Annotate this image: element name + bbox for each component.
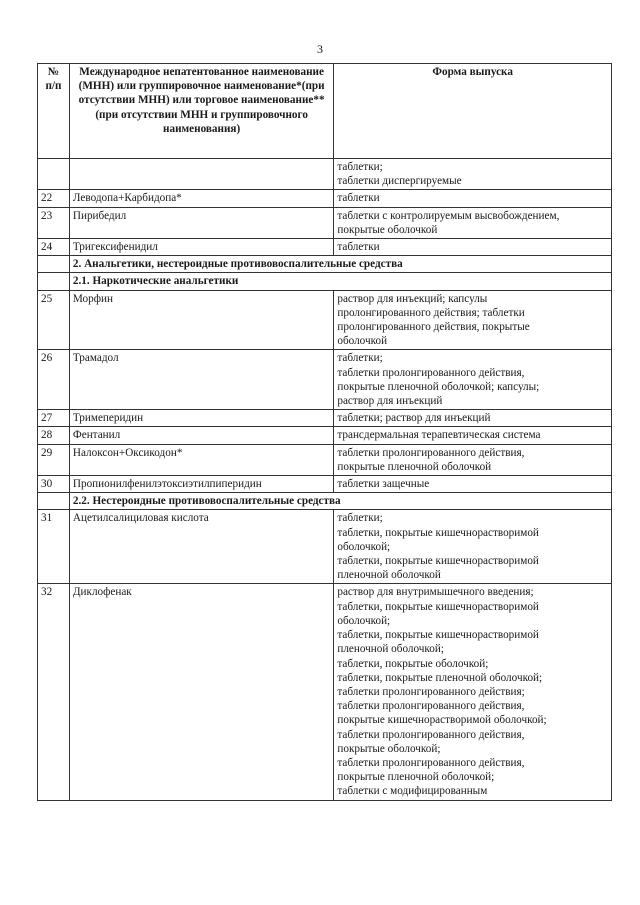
- page-number: 3: [317, 42, 323, 56]
- row-num: 29: [38, 444, 70, 475]
- row-num: 27: [38, 410, 70, 427]
- form-line: таблетки с модифицированным: [337, 785, 488, 798]
- form-line: таблетки диспергируемые: [337, 175, 462, 188]
- row-forms: [334, 444, 612, 475]
- table-row: [38, 476, 612, 493]
- row-num: 32: [38, 584, 70, 800]
- form-line: таблетки, покрытые кишечнорастворимой: [337, 600, 539, 613]
- row-name: Трамадол: [69, 350, 333, 410]
- row-forms: [334, 350, 612, 410]
- row-num: 28: [38, 427, 70, 444]
- continuation-row: [38, 159, 612, 190]
- form-line: покрытые оболочкой: [337, 223, 438, 236]
- form-line: раствор для инъекций; капсулы: [337, 292, 488, 305]
- section-row-nsaid: [38, 493, 612, 510]
- form-line: покрытые пленочной оболочкой: [337, 460, 492, 473]
- table-row: [38, 350, 612, 410]
- row-num: [38, 273, 70, 290]
- table-row: [38, 410, 612, 427]
- form-line: таблетки с контролируемым высвобождением,: [337, 209, 560, 222]
- section-title: 2.1. Наркотические анальгетики: [69, 273, 611, 290]
- row-num: 23: [38, 207, 70, 238]
- form-line: таблетки, покрытые пленочной оболочкой;: [337, 671, 543, 684]
- form-line: покрытые пленочной оболочкой; капсулы;: [337, 380, 540, 393]
- form-line: таблетки: [337, 241, 380, 254]
- form-line: таблетки; раствор для инъекций: [337, 412, 491, 425]
- row-forms: [334, 207, 612, 238]
- form-line: пленочной оболочкой: [337, 569, 441, 582]
- section-row-narcotic: [38, 273, 612, 290]
- header-num: № п/п: [38, 64, 70, 159]
- form-line: покрытые пленочной оболочкой;: [337, 771, 495, 784]
- row-name: Тримеперидин: [69, 410, 333, 427]
- section-title: 2. Анальгетики, нестероидные противовоспалительные средства: [69, 256, 611, 273]
- form-line: пролонгированного действия, покрытые: [337, 321, 530, 334]
- section-row-analgesics: [38, 256, 612, 273]
- row-name: Фентанил: [69, 427, 333, 444]
- form-line: таблетки, покрытые кишечнорастворимой: [337, 629, 539, 642]
- header-form: Форма выпуска: [334, 64, 612, 159]
- table-row: [38, 290, 612, 350]
- row-forms: [334, 190, 612, 207]
- form-line: таблетки пролонгированного действия,: [337, 728, 525, 741]
- row-forms: [334, 510, 612, 584]
- form-line: таблетки пролонгированного действия,: [337, 366, 525, 379]
- header-name: Международное непатентованное наименование (МНН) или группировочное наименование*(при отсутствии МНН) или торговое наименование** (при отсутствии МНН и группировочного наименования): [69, 64, 333, 159]
- table-row: [38, 510, 612, 584]
- form-line: таблетки, покрытые кишечнорастворимой: [337, 555, 539, 568]
- row-num: 22: [38, 190, 70, 207]
- row-name: Пирибедил: [69, 207, 333, 238]
- row-forms: [334, 290, 612, 350]
- row-num: [38, 159, 70, 190]
- row-forms: [334, 410, 612, 427]
- section-title: 2.2. Нестероидные противовоспалительные средства: [69, 493, 611, 510]
- form-line: таблетки, покрытые оболочкой;: [337, 657, 489, 670]
- row-forms: [334, 239, 612, 256]
- table-row: [38, 427, 612, 444]
- form-line: таблетки;: [337, 161, 383, 173]
- form-line: таблетки;: [337, 352, 383, 365]
- form-line: таблетки пролонгированного действия;: [337, 685, 525, 698]
- row-num: 26: [38, 350, 70, 410]
- row-forms: [334, 584, 612, 800]
- form-line: оболочкой: [337, 335, 388, 348]
- row-name: Пропионилфенилэтоксиэтилпиперидин: [69, 476, 333, 493]
- form-line: таблетки: [337, 192, 380, 205]
- form-line: таблетки пролонгированного действия,: [337, 446, 525, 459]
- form-line: таблетки пролонгированного действия,: [337, 756, 525, 769]
- form-line: пленочной оболочкой;: [337, 643, 444, 656]
- table-row: [38, 584, 612, 800]
- row-num: 25: [38, 290, 70, 350]
- form-line: раствор для внутримышечного введения;: [337, 586, 534, 599]
- row-name: Ацетилсалициловая кислота: [69, 510, 333, 584]
- form-line: покрытые кишечнорастворимой оболочкой;: [337, 714, 547, 727]
- row-name: Тригексифенидил: [69, 239, 333, 256]
- row-forms: [334, 159, 612, 190]
- row-num: 24: [38, 239, 70, 256]
- drug-table: [37, 63, 612, 801]
- form-line: оболочкой;: [337, 614, 391, 627]
- row-num: [38, 493, 70, 510]
- form-line: покрытые оболочкой;: [337, 742, 441, 755]
- form-line: таблетки, покрытые кишечнорастворимой: [337, 526, 539, 539]
- row-forms: [334, 427, 612, 444]
- form-line: раствор для инъекций: [337, 395, 443, 408]
- form-line: таблетки защечные: [337, 478, 430, 491]
- form-line: таблетки;: [337, 512, 383, 525]
- form-line: таблетки пролонгированного действия,: [337, 700, 525, 713]
- row-num: [38, 256, 70, 273]
- row-name: Диклофенак: [69, 584, 333, 800]
- form-line: пролонгированного действия; таблетки: [337, 306, 525, 319]
- table-row: [38, 239, 612, 256]
- form-line: трансдермальная терапевтическая система: [337, 429, 541, 442]
- form-line: оболочкой;: [337, 540, 391, 553]
- row-num: 30: [38, 476, 70, 493]
- table-row: [38, 190, 612, 207]
- row-num: 31: [38, 510, 70, 584]
- row-name: [69, 159, 333, 190]
- row-name: Леводопа+Карбидопа*: [69, 190, 333, 207]
- table-row: [38, 207, 612, 238]
- table-header-row: [38, 64, 612, 159]
- row-name: Налоксон+Оксикодон*: [69, 444, 333, 475]
- row-forms: [334, 476, 612, 493]
- table-row: [38, 444, 612, 475]
- row-name: Морфин: [69, 290, 333, 350]
